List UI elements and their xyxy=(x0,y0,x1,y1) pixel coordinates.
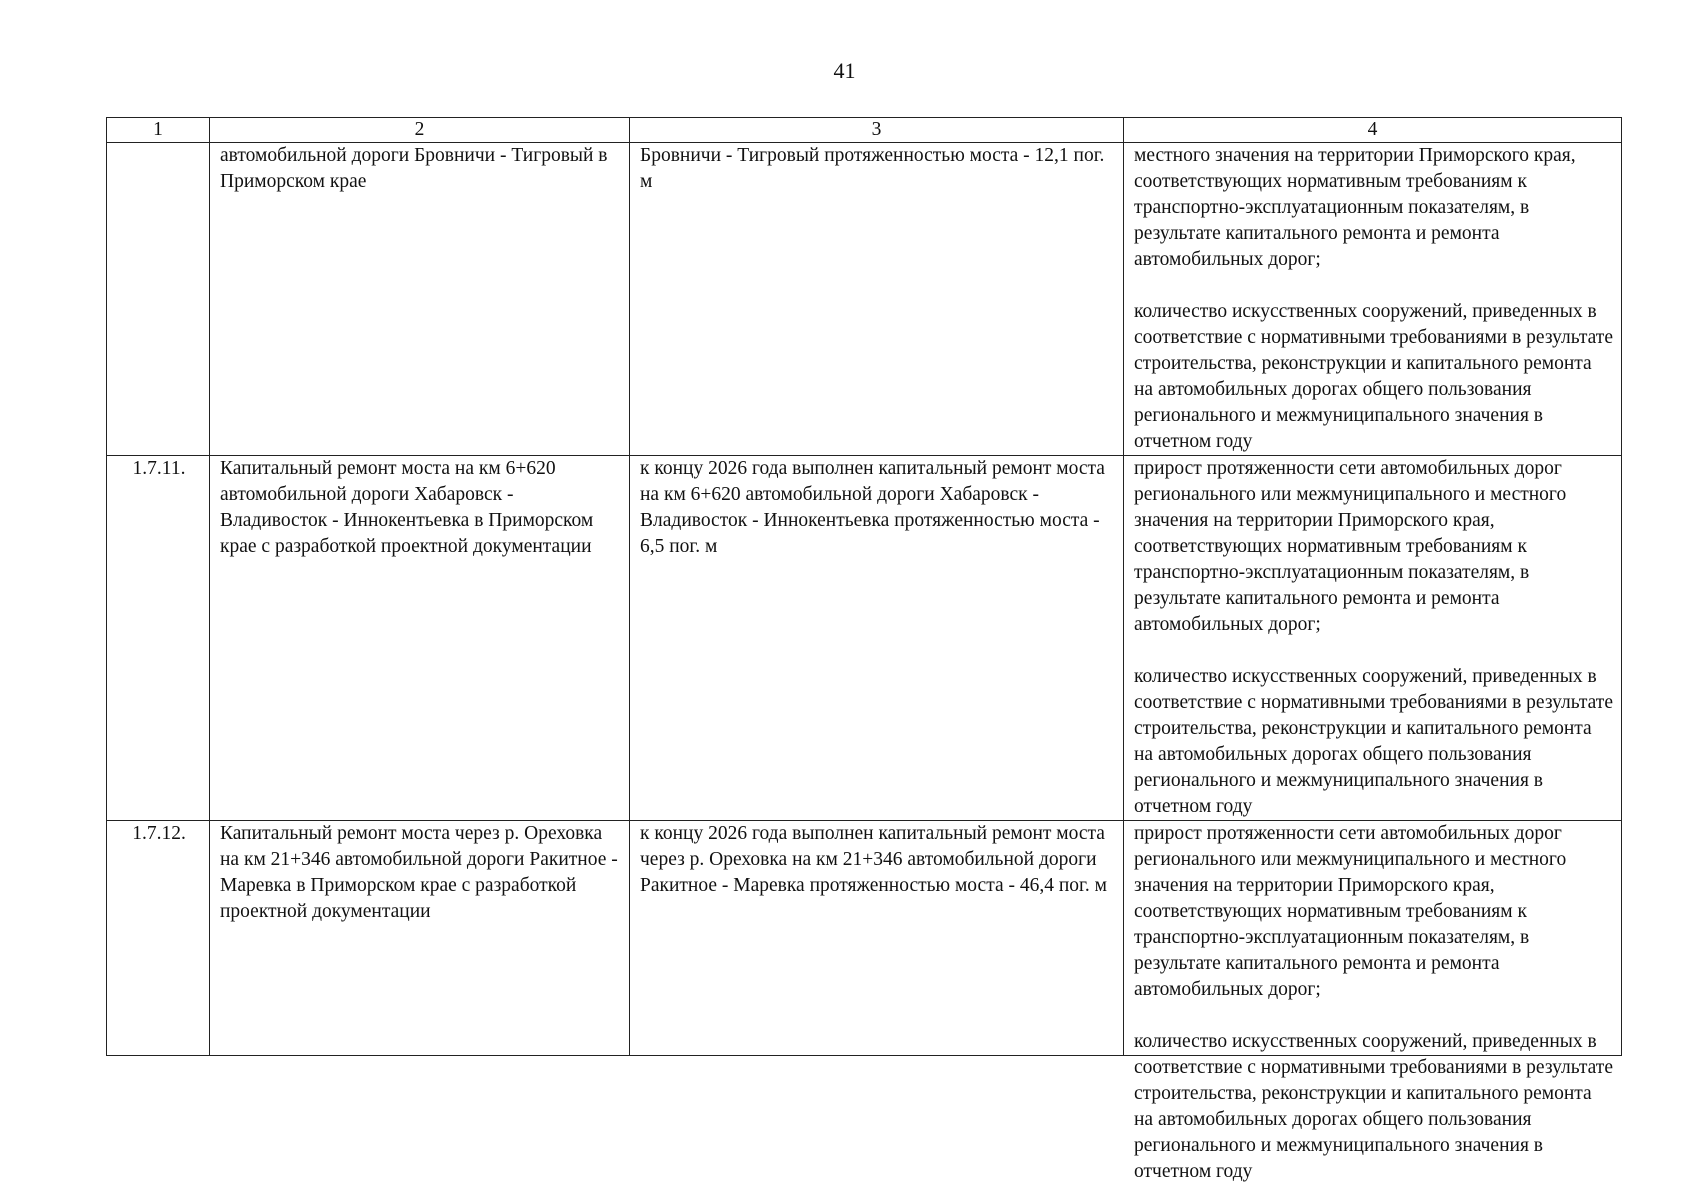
indicator-text: количество искусственных сооружений, приведенных в соответствие с нормативными требованиями в результате строительства, реконструкции и капитального ремонта на автомобильных дорогах общего пользования регионального и межмуниципального значения в отчетном году xyxy=(1134,1031,1613,1182)
column-header-3: 3 xyxy=(630,118,1124,143)
column-header-2: 2 xyxy=(210,118,630,143)
indicator-text: прирост протяженности сети автомобильных дорог регионального или межмуниципального и местного значения на территории Приморского края, соответствующих нормативным требованиям к транспортно-эксплуатационным показателям, в результате капитального ремонта и ремонта автомобильных дорог; xyxy=(1134,823,1567,1000)
event-name: Капитальный ремонт моста через р. Ореховка на км 21+346 автомобильной дороги Ракитное - Маревка в Приморском крае с разработкой проектной документации xyxy=(210,821,630,1056)
row-number: 1.7.12. xyxy=(107,821,210,1056)
indicator-text: количество искусственных сооружений, приведенных в соответствие с нормативными требованиями в результате строительства, реконструкции и капитального ремонта на автомобильных дорогах общего пользования регионального и межмуниципального значения в отчетном году xyxy=(1134,301,1613,452)
table-row xyxy=(107,143,1622,456)
column-number-row xyxy=(107,118,1622,143)
indicators xyxy=(1124,143,1622,456)
program-table xyxy=(106,117,1622,1182)
expected-result: Бровничи - Тигровый протяженностью моста - 12,1 пог. м xyxy=(630,143,1124,456)
column-header-1: 1 xyxy=(107,118,210,143)
indicator-text: местного значения на территории Приморского края, соответствующих нормативным требованиям к транспортно-эксплуатационным показателям, в результате капитального ремонта и ремонта автомобильных дорог; xyxy=(1134,145,1576,270)
indicator-text: количество искусственных сооружений, приведенных в соответствие с нормативными требованиями в результате строительства, реконструкции и капитального ремонта на автомобильных дорогах общего пользования регионального и межмуниципального значения в отчетном году xyxy=(1134,666,1613,817)
table-row xyxy=(107,456,1622,821)
expected-result: к концу 2026 года выполнен капитальный ремонт моста на км 6+620 автомобильной дороги Хабаровск - Владивосток - Иннокентьевка протяженностью моста - 6,5 пог. м xyxy=(630,456,1124,821)
row-number xyxy=(107,143,210,456)
indicator-text: прирост протяженности сети автомобильных дорог регионального или межмуниципального и местного значения на территории Приморского края, соответствующих нормативным требованиям к транспортно-эксплуатационным показателям, в результате капитального ремонта и ремонта автомобильных дорог; xyxy=(1134,458,1567,635)
table-row xyxy=(107,821,1622,1056)
expected-result: к концу 2026 года выполнен капитальный ремонт моста через р. Ореховка на км 21+346 автомобильной дороги Ракитное - Маревка протяженностью моста - 46,4 пог. м xyxy=(630,821,1124,1056)
page-number: 41 xyxy=(833,58,856,83)
event-name: Капитальный ремонт моста на км 6+620 автомобильной дороги Хабаровск - Владивосток - Иннокентьевка в Приморском крае с разработкой проектной документации xyxy=(210,456,630,821)
column-header-4: 4 xyxy=(1124,118,1622,143)
event-name: автомобильной дороги Бровничи - Тигровый в Приморском крае xyxy=(210,143,630,456)
indicators xyxy=(1124,821,1622,1182)
row-number: 1.7.11. xyxy=(107,456,210,821)
indicators xyxy=(1124,456,1622,821)
